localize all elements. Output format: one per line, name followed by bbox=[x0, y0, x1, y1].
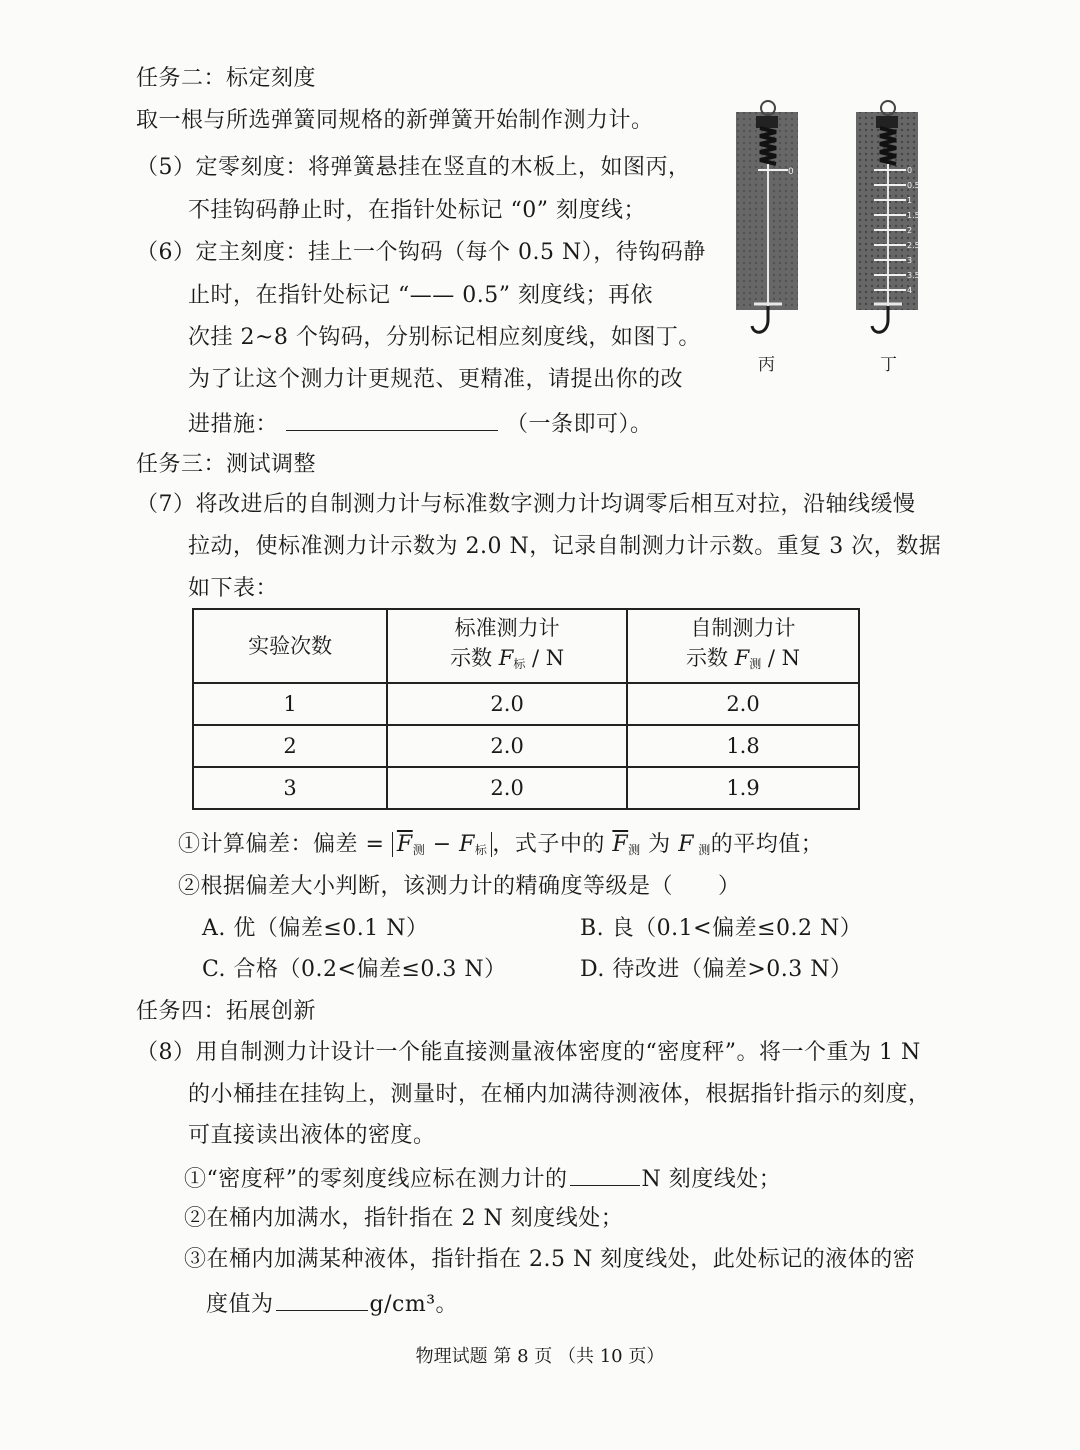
ding-tick-label: 0.5 bbox=[907, 181, 920, 190]
improvement-answer-blank[interactable] bbox=[286, 408, 498, 431]
ding-tick-label: 1 bbox=[907, 196, 913, 205]
deviation-formula bbox=[178, 830, 823, 865]
q5-line2: 不挂钩码静止时，在指针处标记 “0” 刻度线； bbox=[188, 198, 646, 223]
q6-line4: 为了让这个测力计更规范、更精准，请提出你的改 bbox=[188, 367, 684, 392]
ding-tick-label: 2.5 bbox=[907, 241, 920, 250]
h3-F: F bbox=[734, 646, 750, 670]
table-cell: 2.0 bbox=[387, 683, 627, 725]
q6-line3: 次挂 2~8 个钩码，分别标记相应刻度线，如图丁。 bbox=[188, 325, 701, 350]
step1-text-a: ①“密度秤”的零刻度线应标在测力计的 bbox=[184, 1167, 568, 1192]
calc-F1: $\overline{F}$ bbox=[396, 832, 413, 857]
q8-step3: ③在桶内加满某种液体，指针指在 2.5 N 刻度线处，此处标记的液体的密 bbox=[184, 1247, 916, 1272]
calc-F4: F bbox=[678, 832, 694, 857]
q6-line5 bbox=[188, 408, 653, 440]
q8-line1: （8）用自制测力计设计一个能直接测量液体密度的“密度秤”。将一个重为 1 N bbox=[136, 1040, 921, 1065]
table-cell: 2.0 bbox=[387, 725, 627, 767]
q7-line2: 拉动，使标准测力计示数为 2.0 N，记录自制测力计示数。重复 3 次，数据 bbox=[188, 534, 942, 559]
h2-sub: 标 bbox=[513, 657, 526, 671]
calc-F2: F bbox=[459, 832, 475, 857]
calc-sub4: 测 bbox=[693, 843, 711, 857]
step4-text-a: 度值为 bbox=[206, 1292, 274, 1317]
header-homemade-top: 自制测力计 bbox=[690, 616, 796, 640]
header-trial: 实验次数 bbox=[193, 609, 387, 683]
header-standard-top: 标准测力计 bbox=[454, 616, 560, 640]
q8-line2: 的小桶挂在挂钩上，测量时，在桶内加满待测液体，根据指针指示的刻度， bbox=[188, 1082, 931, 1107]
figure-ding bbox=[850, 98, 930, 362]
zero-mark-answer-blank[interactable] bbox=[570, 1163, 640, 1186]
task3-heading: 任务三：测试调整 bbox=[136, 452, 317, 477]
h2-F: F bbox=[498, 646, 514, 670]
q8-step2: ②在桶内加满水，指针指在 2 N 刻度线处； bbox=[184, 1206, 624, 1231]
density-answer-blank[interactable] bbox=[276, 1288, 368, 1311]
bing-zero-label: 0 bbox=[788, 167, 794, 177]
step4-text-b: g/cm³。 bbox=[369, 1292, 459, 1317]
step1-text-b: N 刻度线处； bbox=[641, 1167, 782, 1192]
ding-tick-label: 1.5 bbox=[907, 211, 920, 220]
table-cell: 1.8 bbox=[627, 725, 859, 767]
table-cell: 2 bbox=[193, 725, 387, 767]
table-row bbox=[193, 767, 859, 809]
table-cell: 3 bbox=[193, 767, 387, 809]
option-b[interactable]: B. 良（0.1<偏差≤0.2 N） bbox=[580, 916, 863, 941]
q6-line2: 止时，在指针处标记 “—— 0.5” 刻度线；再依 bbox=[188, 283, 653, 308]
table-cell: 1.9 bbox=[627, 767, 859, 809]
data-table bbox=[192, 608, 860, 810]
calc-minus: − bbox=[425, 832, 460, 857]
ding-tick-label: 3 bbox=[907, 256, 913, 265]
q6-line5-prefix: 进措施： bbox=[188, 412, 279, 437]
calc-sub1: 测 bbox=[412, 843, 426, 857]
ding-tick-label: 4 bbox=[907, 286, 913, 295]
calc-text-c: 为 bbox=[640, 832, 679, 857]
table-cell: 2.0 bbox=[387, 767, 627, 809]
calc-sub2: 标 bbox=[474, 843, 488, 857]
caption-ding: 丁 bbox=[880, 355, 897, 375]
formula-abs bbox=[392, 832, 492, 857]
calc-text-a: ①计算偏差：偏差 = bbox=[178, 832, 392, 857]
h3-text: 示数 bbox=[685, 646, 735, 670]
table-cell: 2.0 bbox=[627, 683, 859, 725]
spring-scale-bing-image bbox=[730, 98, 810, 358]
table-row bbox=[193, 725, 859, 767]
header-standard bbox=[387, 609, 627, 683]
header-standard-bottom bbox=[388, 643, 626, 679]
spring-scale-ding-image bbox=[850, 98, 930, 358]
judge-question: ②根据偏差大小判断，该测力计的精确度等级是（ ） bbox=[178, 874, 741, 899]
calc-text-b: ，式子中的 bbox=[492, 832, 613, 857]
q8-line3: 可直接读出液体的密度。 bbox=[188, 1123, 436, 1148]
header-homemade bbox=[627, 609, 859, 683]
task4-heading: 任务四：拓展创新 bbox=[136, 999, 317, 1024]
caption-bing: 丙 bbox=[758, 355, 775, 375]
ding-tick-label: 0 bbox=[907, 166, 913, 175]
option-a[interactable]: A. 优（偏差≤0.1 N） bbox=[202, 916, 429, 941]
q8-step1 bbox=[184, 1163, 781, 1195]
table-header-row bbox=[193, 609, 859, 683]
q7-line3: 如下表： bbox=[188, 576, 279, 601]
h2-unit: / N bbox=[525, 646, 565, 670]
q8-step4 bbox=[206, 1288, 458, 1320]
h3-unit: / N bbox=[761, 646, 801, 670]
calc-F3: $\overline{F}$ bbox=[612, 832, 629, 857]
page-footer: 物理试题 第 8 页 （共 10 页） bbox=[415, 1346, 665, 1367]
task2-intro: 取一根与所选弹簧同规格的新弹簧开始制作测力计。 bbox=[136, 108, 654, 133]
q7-line1: （7）将改进后的自制测力计与标准数字测力计均调零后相互对拉，沿轴线缓慢 bbox=[136, 492, 916, 517]
q6-line1: （6）定主刻度：挂上一个钩码（每个 0.5 N），待钩码静 bbox=[136, 240, 706, 265]
option-d[interactable]: D. 待改进（偏差>0.3 N） bbox=[580, 957, 853, 982]
q6-line5-suffix: （一条即可）。 bbox=[506, 412, 653, 437]
h2-text: 示数 bbox=[450, 646, 499, 670]
h3-sub: 测 bbox=[749, 657, 762, 671]
table-cell: 1 bbox=[193, 683, 387, 725]
task2-heading: 任务二：标定刻度 bbox=[136, 66, 317, 91]
calc-sub3: 测 bbox=[628, 843, 641, 857]
calc-text-d: 的平均值； bbox=[710, 832, 824, 857]
ding-tick-label: 3.5 bbox=[907, 271, 920, 280]
q5-line1: （5）定零刻度：将弹簧悬挂在竖直的木板上，如图丙， bbox=[136, 155, 691, 180]
ding-tick-label: 2 bbox=[907, 226, 913, 235]
figure-bing bbox=[730, 98, 810, 362]
header-homemade-bottom bbox=[628, 643, 858, 679]
option-c[interactable]: C. 合格（0.2<偏差≤0.3 N） bbox=[202, 957, 507, 982]
table-row bbox=[193, 683, 859, 725]
